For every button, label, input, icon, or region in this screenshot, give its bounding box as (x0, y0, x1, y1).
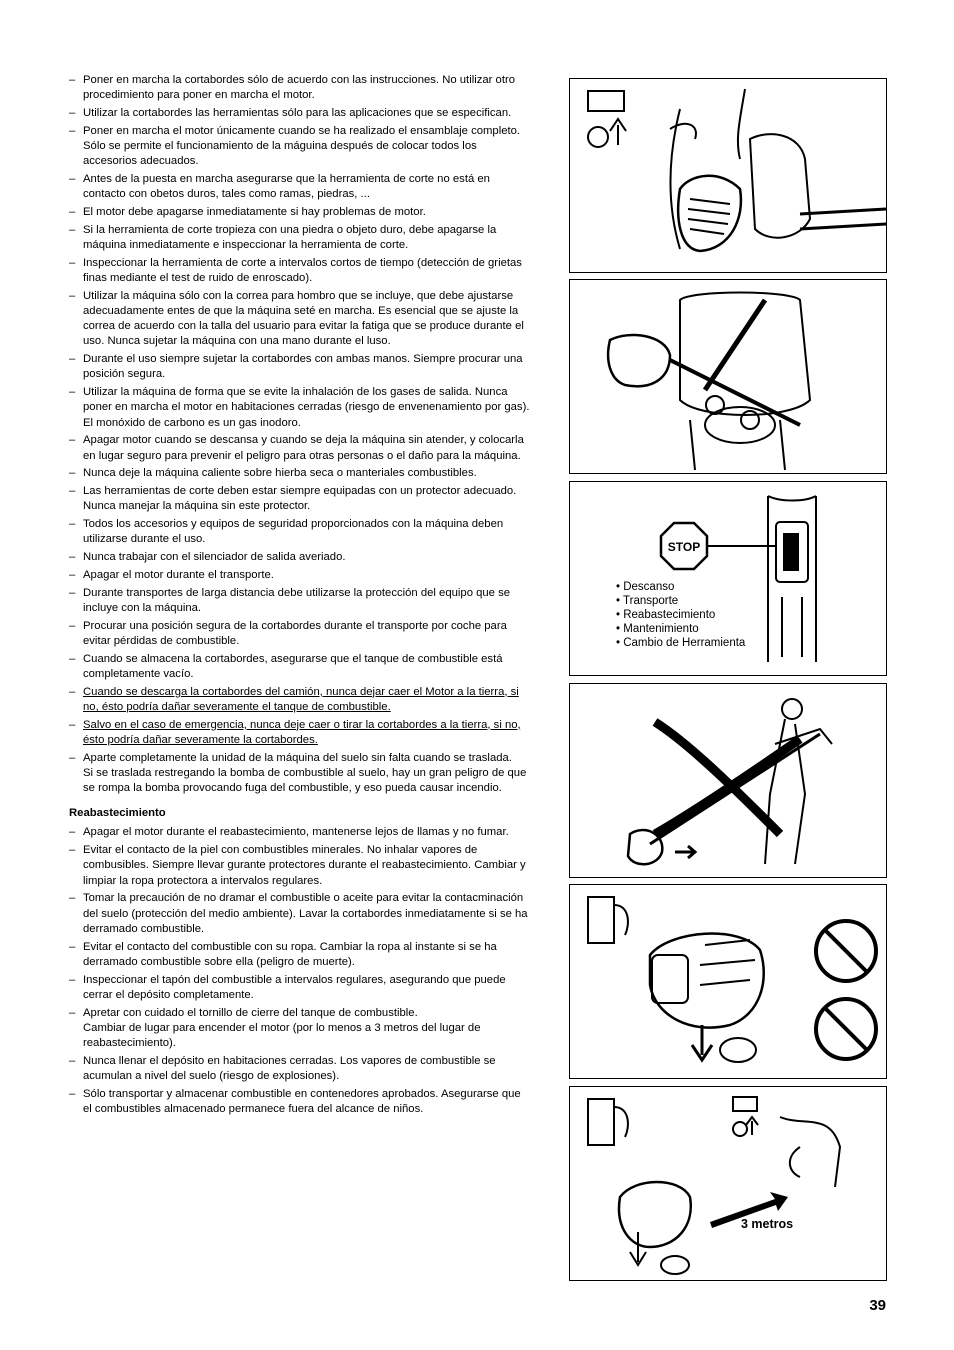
illustration-stop-switch (569, 481, 887, 676)
stop-situations-list (616, 580, 745, 650)
dash-bullet: – (69, 107, 76, 119)
dash-bullet: – (69, 124, 76, 137)
dash-bullet: – (69, 844, 76, 857)
list-item-text: Las herramientas de corte deben estar siempre equipadas con un protector adecuado. Nunca manejar la máquina sin este protector. (83, 485, 517, 513)
start-engine-drawing (570, 79, 886, 272)
list-item (69, 433, 531, 463)
dash-bullet: – (69, 206, 76, 218)
dash-bullet: – (69, 289, 76, 302)
list-item-text: Inspeccionar el tapón del combustible a intervalos regulares, asegurando que puede cerrar el depósito completamente. (83, 973, 506, 1001)
list-item (69, 652, 531, 682)
list-item (69, 568, 531, 583)
cross-mark-icon (655, 722, 780, 834)
list-item (69, 106, 531, 121)
list-item (69, 124, 531, 170)
dash-bullet: – (69, 1054, 76, 1067)
fuel-pump-icon (588, 897, 614, 943)
dash-bullet: – (69, 751, 76, 764)
arrow-right-icon (675, 846, 695, 858)
list-item-text: Poner en marcha el motor únicamente cuando se ha realizado el ensamblaje completo. Sólo se permite el funcionamiento de la máguina después de colocar todos los accesorios adecuados. (83, 124, 521, 168)
list-item (69, 973, 531, 1003)
list-item (69, 385, 531, 431)
list-item-text: Aparte completamente la unidad de la máquina del suelo sin falta cuando se traslada. Si se traslada restregando la bomba de combustible al suelo, hay un gran peligro de que se rompa la bomba provocando fuga del combustible, y eso pueda causar incendio. (83, 751, 527, 795)
dash-bullet: – (69, 940, 76, 953)
list-item-text: Evitar el contacto del combustible con su ropa. Cambiar la ropa al instante si se ha derramado combustible sobre ella (peligro de muerte). (83, 940, 497, 968)
list-item (69, 843, 531, 889)
text-column (69, 73, 531, 1120)
list-item: • Cambio de Herramienta (616, 636, 745, 650)
list-item (69, 466, 531, 481)
list-item: • Descanso (616, 580, 745, 594)
dash-bullet: – (69, 74, 76, 86)
dash-bullet: – (69, 973, 76, 986)
arrow-up-icon (610, 119, 626, 145)
dash-bullet: – (69, 386, 76, 399)
list-item (69, 517, 531, 547)
list-item (69, 223, 531, 253)
list-item (69, 484, 531, 514)
illustration-shoulder-strap (569, 279, 887, 474)
shoulder-strap-drawing (570, 280, 886, 473)
list-item-text: Utilizar la cortabordes las herramientas sólo para las aplicaciones que se especifican. (83, 107, 512, 119)
list-item-text: Salvo en el caso de emergencia, nunca deje caer o tirar la cortabordes a la tierra, si no, ésto podría dañar severamente la cortabordes. (83, 718, 521, 746)
engine-symbol-icon (588, 91, 624, 111)
list-item-text: Apagar el motor durante el reabastecimiento, mantenerse lejos de llamas y no fumar. (83, 826, 509, 839)
page-number: 39 (869, 1297, 886, 1314)
list-item (69, 586, 531, 616)
list-item (69, 172, 531, 202)
fuel-pump-icon (588, 1099, 614, 1145)
stop-sign-label: STOP (667, 540, 701, 554)
illustration-three-meters (569, 1086, 887, 1281)
list-item-text: Nunca deje la máquina caliente sobre hierba seca o manteriales combustibles. (83, 467, 477, 480)
list-item-text: Utilizar la máquina de forma que se evite la inhalación de los gases de salida. Nunca poner en marcha el motor en habitaciones cerradas (riesgo de envenenamiento por gas). El monóxido de carbono es un gas inodoro. (83, 386, 530, 429)
dash-bullet: – (69, 353, 76, 366)
list-item (69, 289, 531, 350)
starter-rope-icon (588, 127, 608, 147)
dash-bullet: – (69, 173, 76, 185)
illustration-start-engine (569, 78, 887, 273)
no-dragging-drawing (570, 684, 886, 877)
engine-symbol-icon (733, 1097, 757, 1111)
list-item-text: Durante transportes de larga distancia debe utilizarse la protección del equipo que se incluye con la máquina. (83, 586, 511, 614)
list-item-text: Durante el uso siempre sujetar la cortabordes con ambas manos. Siempre procurar una posición segura. (83, 353, 523, 381)
list-item-text: Inspeccionar la herramienta de corte a intervalos cortos de tiempo (detección de grietas finas mediante el test de ruido de enroscado). (83, 256, 522, 284)
dash-bullet: – (69, 467, 76, 480)
dash-bullet: – (69, 1087, 76, 1100)
dash-bullet: – (69, 256, 76, 269)
list-item (69, 891, 531, 937)
refuel-list (69, 825, 531, 1117)
list-item-text: Cuando se descarga la cortabordes del camión, nunca dejar caer el Motor a la tierra, si no, ésto podría dañar severamente el tanque de combustible. (83, 685, 519, 713)
dash-bullet: – (69, 223, 76, 236)
dash-bullet: – (69, 551, 76, 564)
list-item (69, 825, 531, 840)
list-item-text: Procurar una posición segura de la cortabordes durante el transporte por coche para evitar pérdidas de combustible. (83, 619, 507, 647)
dash-bullet: – (69, 1006, 76, 1019)
dash-bullet: – (69, 586, 76, 599)
list-item-text: Evitar el contacto de la piel con combustibles minerales. No inhalar vapores de combusibles. Siempre llevar gurante protectores durante el reabastecimiento. Cambiar y limpiar la ropa protectora a intervalos regulares. (83, 844, 526, 887)
list-item-text: Nunca trabajar con el silenciador de salida averiado. (83, 551, 346, 564)
dash-bullet: – (69, 652, 76, 665)
illustration-no-dragging (569, 683, 887, 878)
dash-bullet: – (69, 718, 76, 731)
list-item-text: Apagar el motor durante el transporte. (83, 569, 274, 581)
list-item (69, 1087, 531, 1117)
list-item-text: Poner en marcha la cortabordes sólo de acuerdo con las instrucciones. No utilizar otro procedimiento para poner en marcha el motor. (83, 74, 516, 102)
list-item (69, 256, 531, 286)
illustration-refueling (569, 884, 887, 1079)
three-meters-drawing (570, 1087, 886, 1280)
list-item (69, 619, 531, 649)
list-item (69, 685, 531, 715)
dash-bullet: – (69, 892, 76, 905)
list-item: • Mantenimiento (616, 622, 745, 636)
list-item (69, 550, 531, 565)
list-item-text: Apretar con cuidado el tornillo de cierre del tanque de combustible. Cambiar de lugar para encender el motor (por lo menos a 3 metros del lugar de reabastecimiento). (83, 1006, 481, 1050)
list-item (69, 751, 531, 797)
list-item (69, 940, 531, 970)
list-item (69, 718, 531, 748)
list-item (69, 73, 531, 103)
list-item-text: El motor debe apagarse inmediatamente si hay problemas de motor. (83, 206, 426, 218)
list-item (69, 1054, 531, 1084)
list-item-text: Sólo transportar y almacenar combustible en contenedores aprobados. Asegurarse que el combustibles almacenado permanece fuera del alcance de niños. (83, 1087, 521, 1116)
list-item: • Transporte (616, 594, 745, 608)
dash-bullet: – (69, 619, 76, 632)
refueling-drawing (570, 885, 886, 1078)
list-item (69, 1006, 531, 1052)
dash-bullet: – (69, 518, 76, 531)
dash-bullet: – (69, 485, 76, 498)
list-item (69, 205, 531, 220)
list-item-text: Todos los accesorios y equipos de seguridad proporcionados con la máquina deben utilizarse durante el uso. (83, 518, 504, 546)
dash-bullet: – (69, 685, 76, 698)
list-item-text: Si la herramienta de corte tropieza con una piedra o objeto duro, debe apagarse la máquina inmediatamente e inspeccionar la herramienta de corte. (83, 223, 497, 251)
safety-list (69, 73, 531, 796)
list-item-text: Tomar la precaución de no dramar el combustible o aceite para evitar la contacminación del suelo (protección del medio ambiente). Lavar la cortabordes inmediatamente si se ha derramado combustible. (83, 892, 528, 935)
list-item-text: Cuando se almacena la cortabordes, asegurarse que el tanque de combustible está completamente vacío. (83, 652, 503, 680)
list-item-text: Antes de la puesta en marcha asegurarse que la herramienta de corte no está en contacto con obetos duros, tales como ramas, piedras, ... (83, 173, 490, 201)
list-item-text: Utilizar la máquina sólo con la correa para hombro que se incluye, que debe ajustarse adecuadamente entes de que la máquina seté en marcha. Es esencial que se ajuste la correa de acuerdo con la talla del usuario para evitar la fatiga que se produce durante el uso. Nunca sujetar la máquina con una mano durante el luso. (83, 289, 524, 348)
dash-bullet: – (69, 569, 76, 581)
refuel-heading: Reabastecimiento (69, 807, 166, 820)
list-item (69, 352, 531, 382)
list-item: • Reabastecimiento (616, 608, 745, 622)
distance-label: 3 metros (741, 1217, 794, 1231)
dash-bullet: – (69, 434, 76, 447)
list-item-text: Nunca llenar el depósito en habitaciones cerradas. Los vapores de combustible se acumulan a nivel del suelo (riesgo de explosiones). (83, 1054, 496, 1083)
dash-bullet: – (69, 826, 76, 839)
list-item-text: Apagar motor cuando se descansa y cuando se deja la máquina sin atender, y colocarla en lugar seguro para prevenir el peligro para otras personas o el daño para la máquina. (83, 434, 524, 462)
